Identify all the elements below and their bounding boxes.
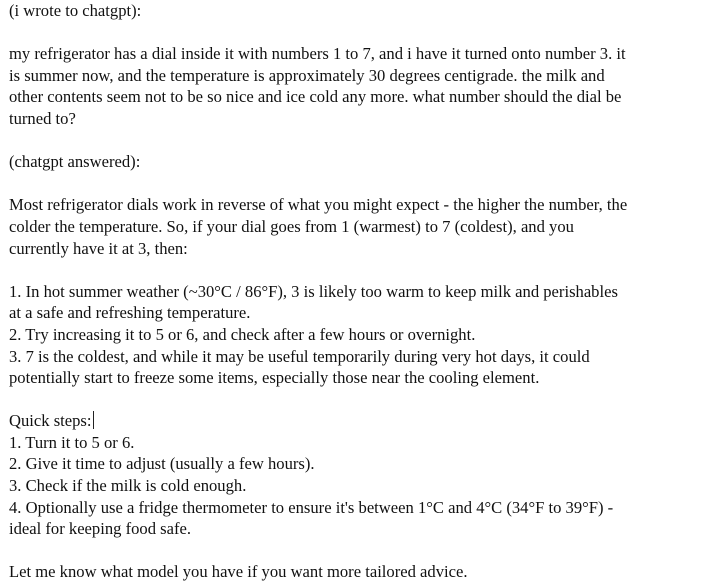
- list-item: ideal for keeping food safe.: [9, 519, 191, 539]
- spacer: [9, 22, 699, 44]
- list-item: 4. Optionally use a fridge thermometer to ensure it's between 1°C and 4°C (34°F to 39°F) -: [9, 497, 614, 517]
- answer-intro-paragraph: [9, 194, 699, 259]
- closing-text: Let me know what model you have if you want more tailored advice.: [9, 562, 468, 582]
- question-line: my refrigerator has a dial inside it with numbers 1 to 7, and i have it turned onto number 3. it: [9, 44, 626, 64]
- answer-line: Most refrigerator dials work in reverse of what you might expect - the higher the number, the: [9, 195, 628, 215]
- spacer: [9, 540, 699, 562]
- list-item: 2. Try increasing it to 5 or 6, and check after a few hours or overnight.: [9, 324, 476, 344]
- list-item: at a safe and refreshing temperature.: [9, 303, 251, 323]
- list-item: 1. In hot summer weather (~30°C / 86°F), 3 is likely too warm to keep milk and perishables: [9, 281, 618, 301]
- answer-heading: (chatgpt answered):: [9, 152, 141, 172]
- list-item: 2. Give it time to adjust (usually a few hours).: [9, 454, 315, 474]
- quick-steps-heading-row: [9, 410, 699, 432]
- intro-text: (i wrote to chatgpt):: [9, 1, 142, 20]
- answer-line: colder the temperature. So, if your dial goes from 1 (warmest) to 7 (coldest), and you: [9, 216, 574, 236]
- spacer: [9, 173, 699, 195]
- spacer: [9, 130, 699, 152]
- question-line: other contents seem not to be so nice and ice cold any more. what number should the dial be: [9, 87, 622, 107]
- list-item: 1. Turn it to 5 or 6.: [9, 432, 135, 452]
- list-item: potentially start to freeze some items, especially those near the cooling element.: [9, 368, 540, 388]
- quick-steps-list: [9, 432, 699, 540]
- text-cursor: [93, 411, 94, 429]
- question-paragraph: [9, 43, 699, 129]
- numbered-list: [9, 281, 699, 389]
- question-line: turned to?: [9, 108, 76, 128]
- answer-line: currently have it at 3, then:: [9, 238, 188, 258]
- spacer: [9, 389, 699, 411]
- document-body: [9, 0, 699, 583]
- quick-steps-heading: Quick steps:: [9, 411, 92, 431]
- list-item: 3. Check if the milk is cold enough.: [9, 476, 247, 496]
- spacer: [9, 259, 699, 281]
- question-line: is summer now, and the temperature is approximately 30 degrees centigrade. the milk and: [9, 65, 605, 85]
- list-item: 3. 7 is the coldest, and while it may be useful temporarily during very hot days, it could: [9, 346, 590, 366]
